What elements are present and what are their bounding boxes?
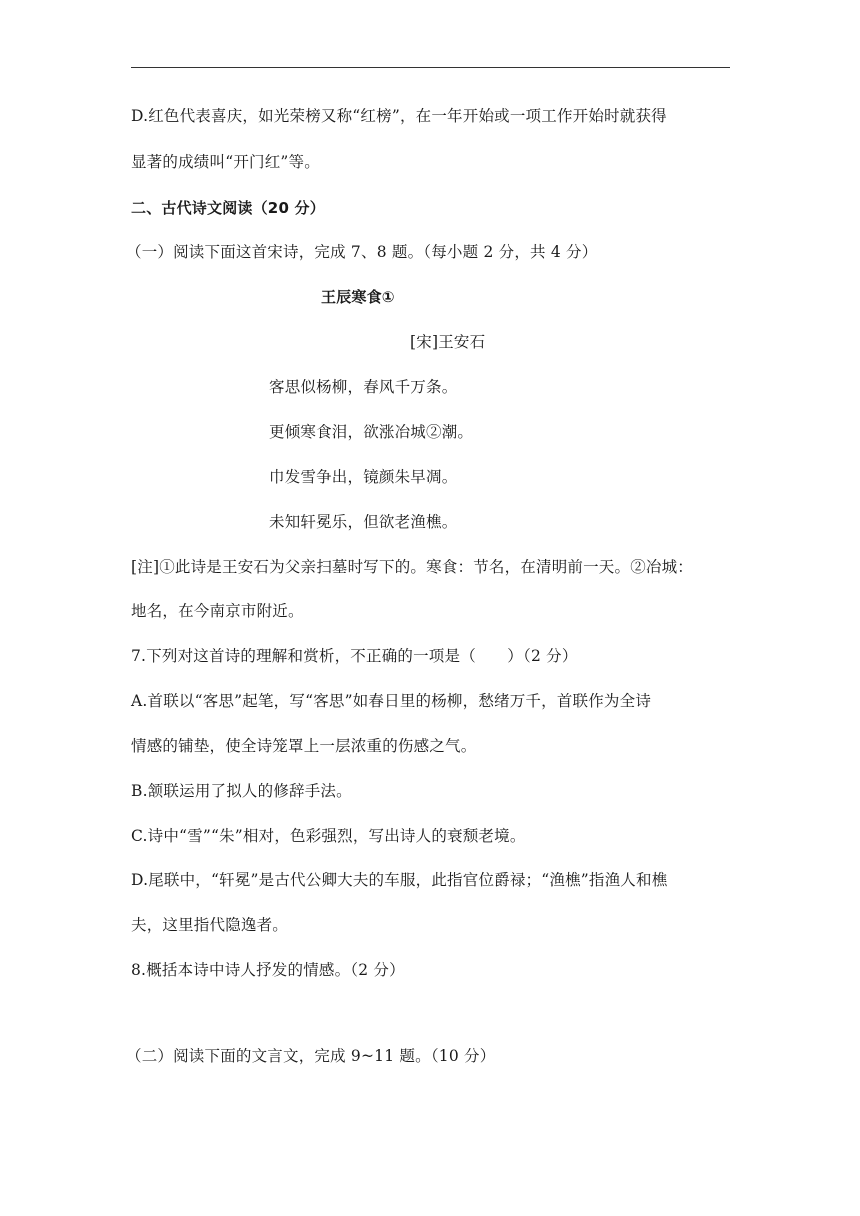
q7-option-b: B.颔联运用了拟人的修辞手法。 — [131, 782, 352, 800]
poem-title: 王辰寒食① — [321, 288, 395, 306]
q7-option-a-line-1: A.首联以“客思”起笔，写“客思”如春日里的杨柳，愁绪万千，首联作为全诗 — [131, 692, 652, 710]
note-line-1: [注]①此诗是王安石为父亲扫墓时写下的。寒食：节名，在清明前一天。②冶城： — [131, 558, 693, 576]
poem-line-3: 巾发雪争出，镜颜朱早凋。 — [269, 468, 458, 486]
question-7: 7.下列对这首诗的理解和赏析，不正确的一项是（ ）（2 分） — [131, 647, 578, 665]
q7-option-d-line-1: D.尾联中，“轩冕”是古代公卿大夫的车服，此指官位爵禄；“渔樵”指渔人和樵 — [131, 871, 668, 889]
poem-line-4: 未知轩冕乐，但欲老渔樵。 — [269, 513, 458, 531]
poem-line-2: 更倾寒食泪，欲涨冶城②潮。 — [269, 423, 474, 441]
part-two-instruction: （二）阅读下面的文言文，完成 9~11 题。（10 分） — [126, 1047, 496, 1065]
option-d-line-1: D.红色代表喜庆，如光荣榜又称“红榜”，在一年开始或一项工作开始时就获得 — [131, 107, 667, 125]
q7-option-c: C.诗中“雪”“朱”相对，色彩强烈，写出诗人的衰颓老境。 — [131, 827, 526, 845]
header-rule — [131, 67, 730, 68]
question-8: 8.概括本诗中诗人抒发的情感。（2 分） — [131, 961, 405, 979]
option-d-line-2: 显著的成绩叫“开门红”等。 — [131, 153, 320, 171]
q7-option-d-line-2: 夫，这里指代隐逸者。 — [131, 916, 289, 934]
note-line-2: 地名，在今南京市附近。 — [131, 602, 304, 620]
section-heading: 二、古代诗文阅读（20 分） — [131, 199, 325, 217]
part-one-instruction: （一）阅读下面这首宋诗，完成 7、8 题。（每小题 2 分，共 4 分） — [126, 243, 598, 261]
poem-author: [宋]王安石 — [410, 333, 486, 351]
q7-option-a-line-2: 情感的铺垫，使全诗笼罩上一层浓重的伤感之气。 — [131, 737, 477, 755]
poem-line-1: 客思似杨柳，春风千万条。 — [269, 378, 458, 396]
